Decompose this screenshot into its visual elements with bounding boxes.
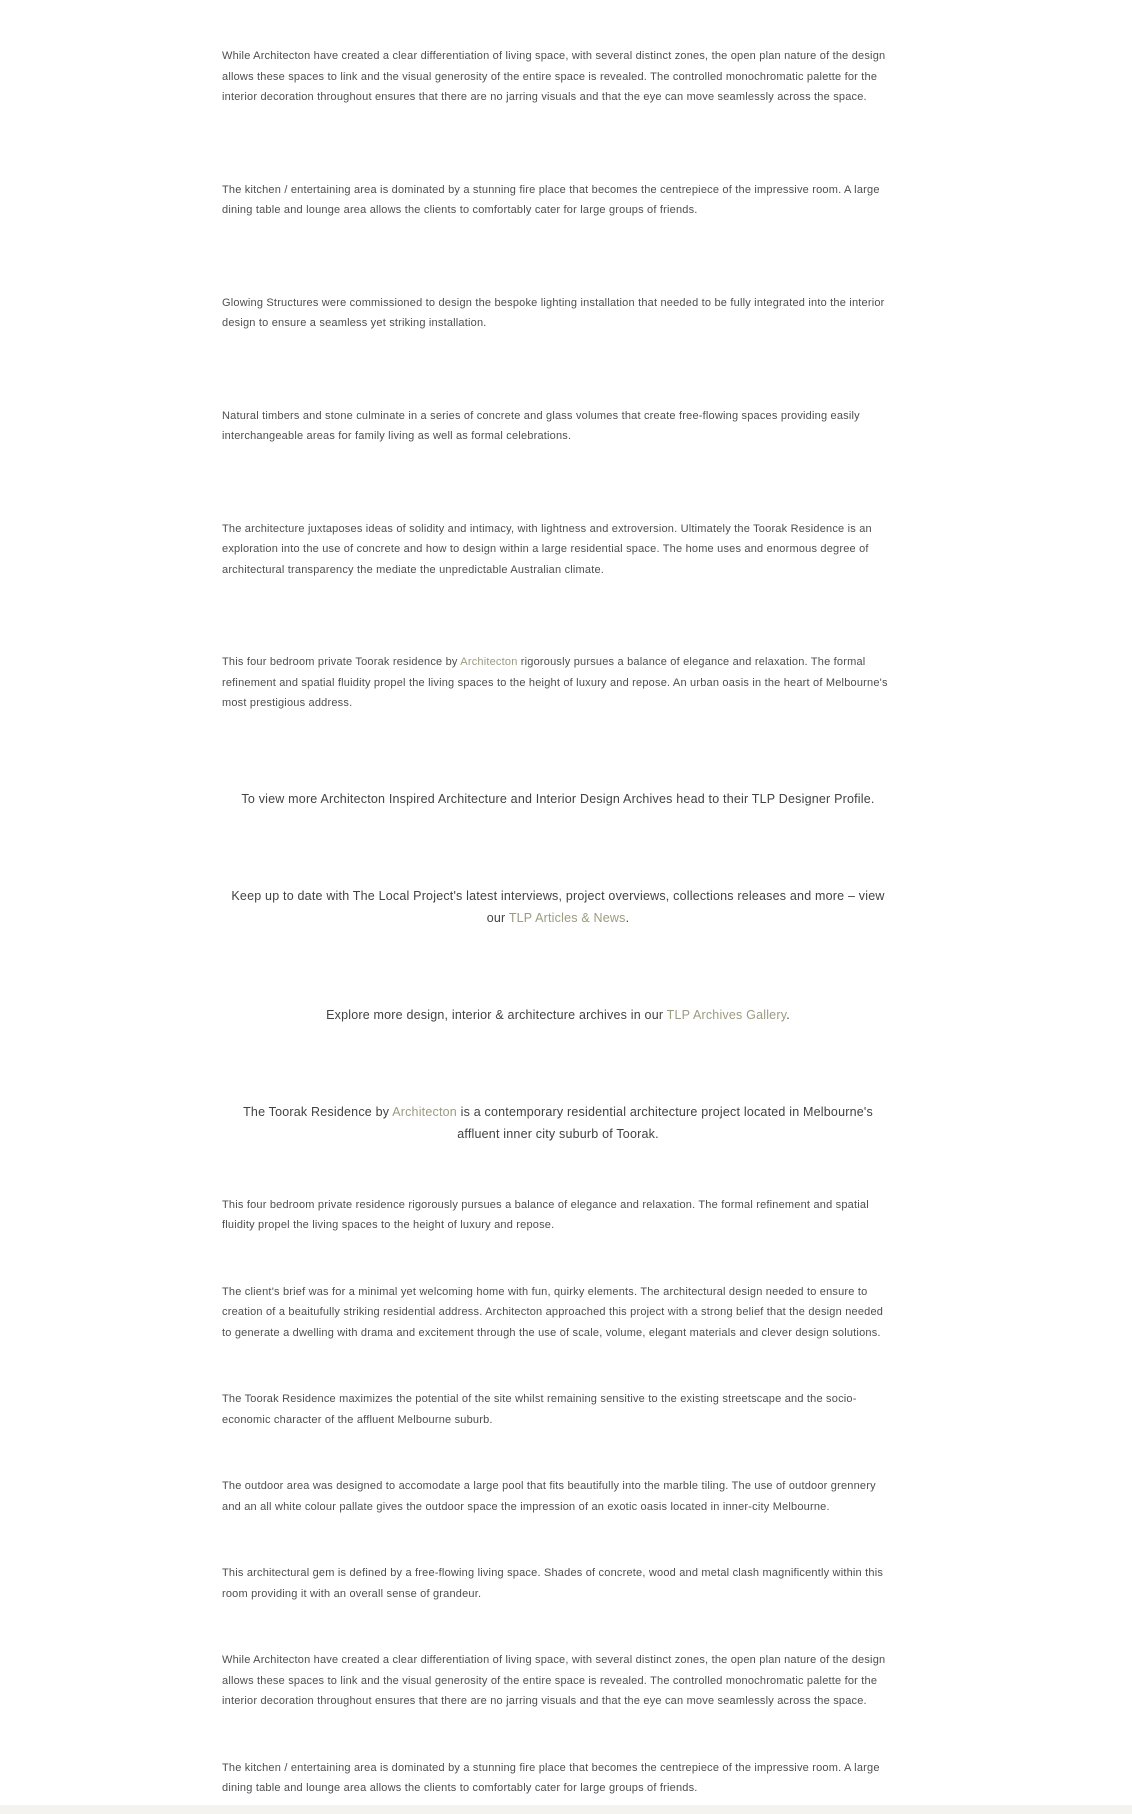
paragraph-four-bedroom-toorak: [222, 652, 894, 714]
paragraph-architectural-gem: This architectural gem is defined by a free-flowing living space. Shades of concrete, wood and metal clash magnificently within this room providing it with an overall sense of grandeur.: [222, 1567, 884, 1600]
paragraph-living-space-zones-repeat: While Architecton have created a clear differentiation of living space, with several distinct zones, the open plan nature of the design allows these spaces to link and the visual generosity of the entire space is revealed. The controlled monochromatic palette for the interior decoration throughout ensures that there are no jarring visuals and that the eye can move seamlessly across the space.: [222, 1654, 886, 1707]
paragraph-clients-brief: The client's brief was for a minimal yet welcoming home with fun, quirky elements. The architectural design needed to ensure to creation of a beaitufully striking residential address. Architecton approached this project with a strong belief that the design needed to generate a dwelling with drama and excitement through the use of scale, volume, elegant materials and clever design solutions.: [222, 1285, 884, 1339]
paragraph-four-bedroom-residence: This four bedroom private residence rigorously pursues a balance of elegance and relaxation. The formal refinement and spatial fluidity propel the living spaces to the height of luxury and repose.: [222, 1198, 869, 1231]
paragraph-text: This four bedroom private Toorak residence by: [222, 656, 461, 668]
paragraph-architecture-juxtaposes: The architecture juxtaposes ideas of solidity and intimacy, with lightness and extroversion. Ultimately the Toorak Residence is an exploration into the use of concrete and how to design within a large residential space. The home uses and enormous degree of architectural transparency the mediate the unpredictable Australian climate.: [222, 522, 872, 576]
paragraph-text: Explore more design, interior & architecture archives in our: [326, 1007, 667, 1022]
paragraph-outdoor-area: The outdoor area was designed to accomodate a large pool that fits beautifully into the marble tiling. The use of outdoor grennery and an all white colour pallate gives the outdoor space the impression of an exotic oasis located in inner-city Melbourne.: [222, 1480, 876, 1513]
paragraph-text: is a contemporary residential architecture project located in Melbourne's affluent inner city suburb of Toorak.: [456, 1104, 873, 1141]
footer-band: [0, 1805, 1132, 1814]
article-content: [222, 0, 894, 1799]
architecton-link[interactable]: Architecton: [392, 1104, 457, 1119]
paragraph-text: The Toorak Residence by: [243, 1104, 393, 1119]
paragraph-toorak-intro: [222, 1101, 894, 1145]
paragraph-glowing-structures: Glowing Structures were commissioned to design the bespoke lighting installation that needed to be fully integrated into the interior design to ensure a seamless yet striking installation.: [222, 296, 885, 329]
architecton-link[interactable]: Architecton: [460, 656, 518, 668]
paragraph-kitchen-entertaining: The kitchen / entertaining area is dominated by a stunning fire place that becomes the centrepiece of the impressive room. A large dining table and lounge area allows the clients to comfortably cater for large groups of friends.: [222, 183, 880, 216]
paragraph-natural-timbers: Natural timbers and stone culminate in a series of concrete and glass volumes that create free-flowing spaces providing easily interchangeable areas for family living as well as formal celebrations.: [222, 409, 860, 442]
paragraph-living-space-zones: While Architecton have created a clear differentiation of living space, with several distinct zones, the open plan nature of the design allows these spaces to link and the visual generosity of the entire space is revealed. The controlled monochromatic palette for the interior decoration throughout ensures that there are no jarring visuals and that the eye can move seamlessly across the space.: [222, 50, 886, 103]
paragraph-maximizes-potential: The Toorak Residence maximizes the potential of the site whilst remaining sensitive to the existing streetscape and the socio-economic character of the affluent Melbourne suburb.: [222, 1393, 857, 1426]
paragraph-view-more-archives: To view more Architecton Inspired Architecture and Interior Design Archives head to their TLP Designer Profile.: [241, 791, 875, 806]
paragraph-kitchen-entertaining-repeat: The kitchen / entertaining area is dominated by a stunning fire place that becomes the centrepiece of the impressive room. A large dining table and lounge area allows the clients to comfortably cater for large groups of friends.: [222, 1761, 880, 1794]
tlp-archives-gallery-link[interactable]: TLP Archives Gallery: [666, 1007, 787, 1022]
tlp-articles-news-link[interactable]: TLP Articles & News: [508, 910, 626, 925]
paragraph-keep-up-to-date: [222, 885, 894, 929]
paragraph-text: .: [786, 1007, 790, 1022]
paragraph-text: Keep up to date with The Local Project's latest interviews, project overviews, collections releases and more – view our: [231, 888, 885, 925]
paragraph-text: .: [625, 910, 630, 925]
paragraph-explore-more: [222, 1004, 894, 1026]
paragraph-text: rigorously pursues a balance of elegance and relaxation. The formal refinement and spatial fluidity propel the living spaces to the height of luxury and repose. An urban oasis in the heart of Melbourne's most prestigious address.: [222, 656, 888, 709]
